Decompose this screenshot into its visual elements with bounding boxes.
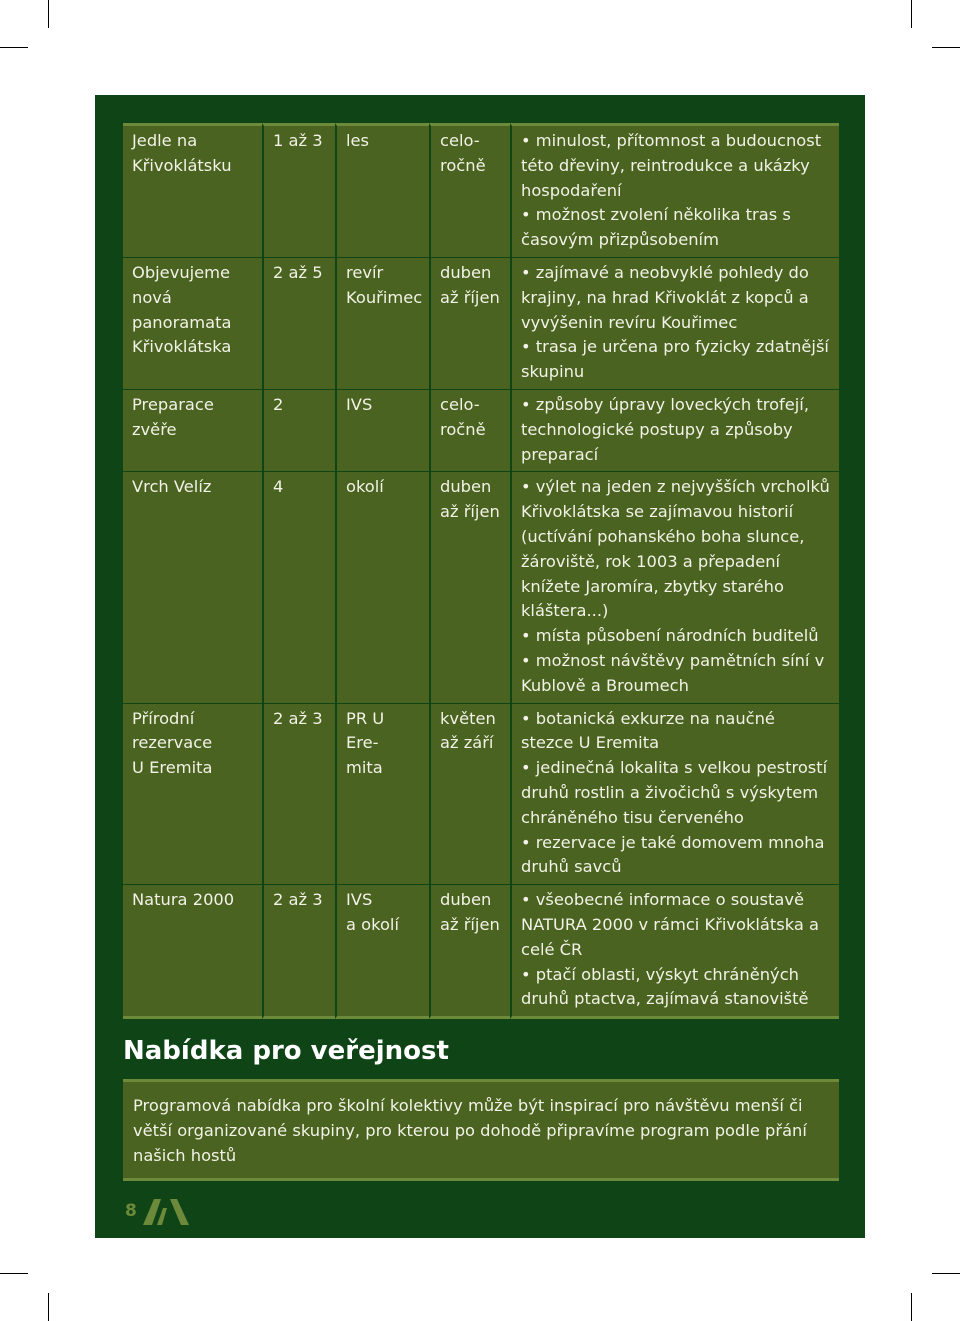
program-place-cell — [335, 704, 429, 886]
program-season: duben až říjen — [440, 890, 500, 934]
program-season: celo- ročně — [440, 394, 486, 439]
program-description-cell — [510, 704, 839, 886]
crop-mark — [0, 47, 28, 48]
program-place: revír Kouřimec — [346, 262, 423, 307]
program-season-cell — [429, 258, 510, 390]
description-bullet: • rezervace je také domovem mnoha druhů savců — [521, 831, 830, 881]
table-row — [123, 704, 839, 886]
program-grades-cell — [262, 885, 335, 1019]
table-row — [123, 123, 839, 258]
program-place: les — [346, 131, 370, 150]
program-place: IVS — [346, 394, 373, 414]
program-topic: Natura 2000 — [132, 890, 235, 910]
program-grades: 2 — [273, 394, 284, 414]
program-topic-cell — [123, 885, 262, 1019]
description-bullet: • botanická exkurze na naučné stezce U Eremita — [521, 707, 830, 757]
crop-mark — [0, 1273, 28, 1274]
program-season-cell — [429, 472, 510, 703]
program-season-cell — [429, 704, 510, 886]
description-bullet: • možnost zvolení několika tras s časovým přizpůsobením — [521, 203, 830, 253]
program-description-cell — [510, 258, 839, 390]
program-grades-cell — [262, 704, 335, 886]
program-place: PR U Ere- mita — [346, 708, 385, 778]
program-topic-cell — [123, 258, 262, 390]
program-description-cell — [510, 885, 839, 1019]
program-season-cell — [429, 123, 510, 258]
crop-mark — [932, 47, 960, 48]
description-bullet: • možnost návštěvy pamětních síní v Kublově a Broumech — [521, 649, 830, 699]
description-bullet: • trasa je určena pro fyzicky zdatnější skupinu — [521, 335, 830, 385]
program-topic: Preparace zvěře — [132, 394, 214, 439]
program-topic-cell — [123, 123, 262, 258]
crop-mark — [48, 0, 49, 28]
page-number: 8 — [125, 1201, 137, 1221]
description-bullet: • způsoby úpravy loveckých trofejí, technologické postupy a způsoby preparací — [521, 393, 830, 467]
program-season-cell — [429, 885, 510, 1019]
crop-mark — [911, 0, 912, 28]
program-description-cell — [510, 123, 839, 258]
program-place-cell — [335, 123, 429, 258]
brochure-page — [95, 95, 865, 1238]
program-grades: 4 — [273, 477, 284, 497]
description-bullet: • jedinečná lokalita s velkou pestrostí druhů rostlin a živočichů s výskytem chráněného tisu červeného — [521, 756, 830, 830]
program-place: IVS a okolí — [346, 890, 399, 934]
program-grades: 1 až 3 — [273, 131, 323, 150]
description-bullet: • ptačí oblasti, výskyt chráněných druhů ptactva, zajímavá stanoviště — [521, 963, 830, 1013]
description-bullet: • minulost, přítomnost a budoucnost této dřeviny, reintrodukce a ukázky hospodaření — [521, 129, 830, 203]
program-table — [123, 123, 839, 1019]
public-offer-text: Programová nabídka pro školní kolektivy může být inspirací pro návštěvu menší či větší organizované skupiny, pro kterou po dohodě připravíme program podle přání našich hostů — [123, 1079, 839, 1181]
section-heading: Nabídka pro veřejnost — [123, 1036, 449, 1066]
description-bullet: • zajímavé a neobvyklé pohledy do krajiny, na hrad Křivoklát z kopců a vyvýšenin revíru Kouřimec — [521, 261, 830, 335]
program-grades: 2 až 5 — [273, 262, 323, 282]
program-place: okolí — [346, 477, 384, 497]
program-grades-cell — [262, 472, 335, 703]
program-description-cell — [510, 472, 839, 703]
program-grades-cell — [262, 390, 335, 472]
table-row — [123, 258, 839, 390]
program-place-cell — [335, 472, 429, 703]
program-topic-cell — [123, 472, 262, 703]
program-topic-cell — [123, 390, 262, 472]
table-row — [123, 390, 839, 472]
program-place-cell — [335, 258, 429, 390]
organization-logo-icon — [143, 1199, 189, 1225]
table-row — [123, 472, 839, 703]
program-place-cell — [335, 885, 429, 1019]
program-grades-cell — [262, 123, 335, 258]
program-season-cell — [429, 390, 510, 472]
program-place-cell — [335, 390, 429, 472]
description-bullet: • místa působení národních buditelů — [521, 624, 830, 649]
program-season: duben až říjen — [440, 477, 500, 522]
program-season: duben až říjen — [440, 262, 500, 307]
program-topic: Jedle na Křivoklátsku — [132, 131, 232, 175]
description-bullet: • všeobecné informace o soustavě NATURA 2000 v rámci Křivoklátska a celé ČR — [521, 888, 830, 962]
program-grades: 2 až 3 — [273, 890, 323, 910]
program-season: celo- ročně — [440, 131, 486, 175]
crop-mark — [911, 1293, 912, 1321]
table-row — [123, 885, 839, 1019]
program-table-body — [123, 123, 839, 1019]
program-grades: 2 až 3 — [273, 708, 323, 728]
description-bullet: • výlet na jeden z nejvyšších vrcholků Křivoklátska se zajímavou historií (uctívání pohanského boha slunce, žároviště, rok 1003 a přepadení knížete Jaromíra, zbytky starého kláštera...) — [521, 475, 830, 624]
program-season: květen až září — [440, 708, 496, 753]
crop-mark — [48, 1293, 49, 1321]
program-description-cell — [510, 390, 839, 472]
crop-mark — [932, 1273, 960, 1274]
program-topic: Přírodní rezervace U Eremita — [132, 708, 213, 778]
program-grades-cell — [262, 258, 335, 390]
program-topic: Objevujeme nová panoramata Křivoklátska — [132, 262, 232, 357]
program-topic: Vrch Velíz — [132, 477, 212, 497]
program-topic-cell — [123, 704, 262, 886]
